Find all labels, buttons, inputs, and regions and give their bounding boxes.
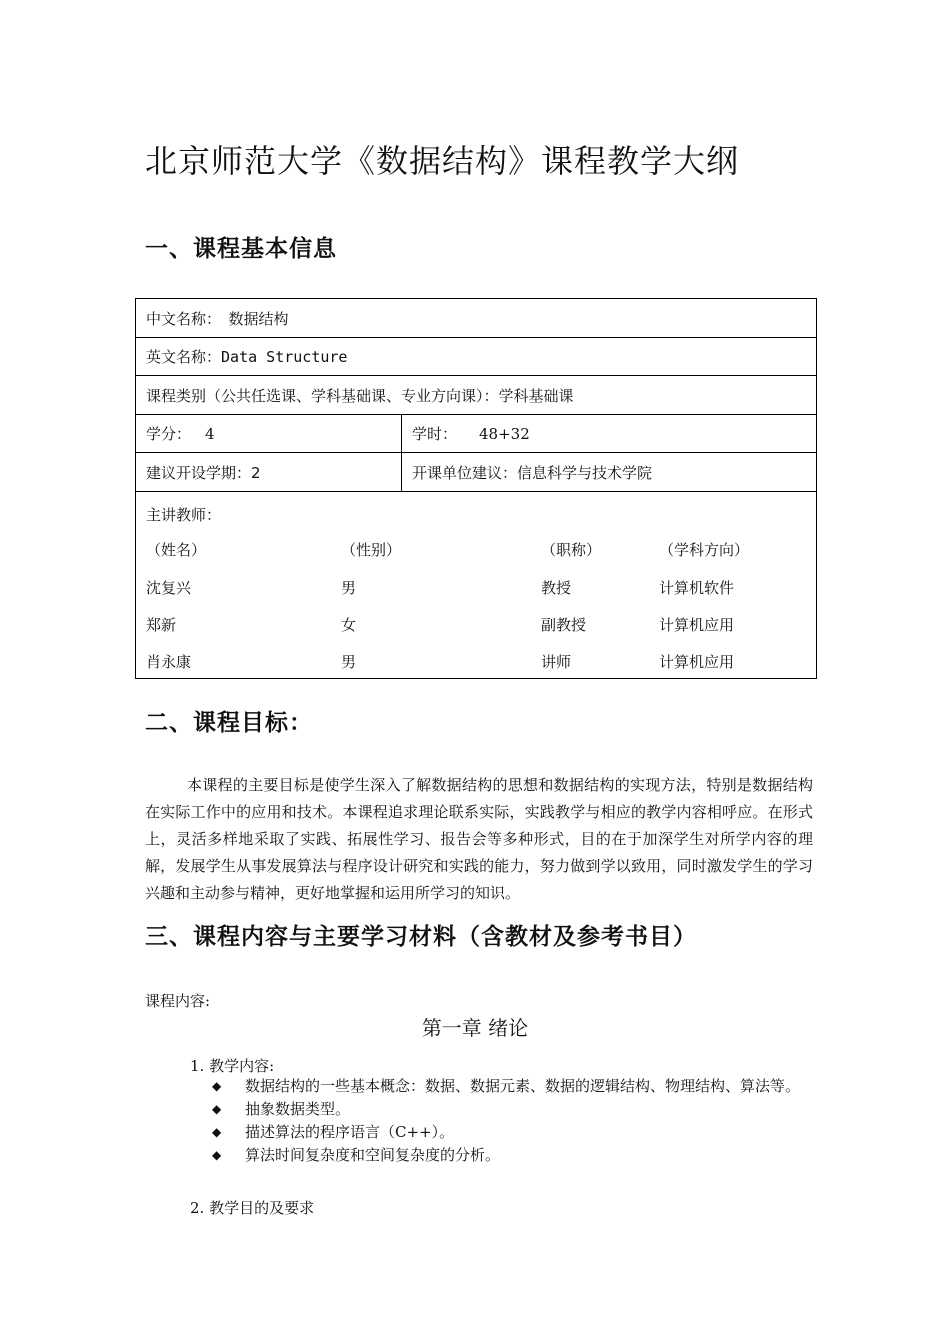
teacher-row — [136, 614, 816, 644]
bullet-diamond-icon: ◆ — [212, 1102, 222, 1116]
teachers-label: 主讲教师： — [146, 506, 222, 524]
header-gender: （性别） — [341, 541, 402, 559]
section-heading-basic-info: 一、课程基本信息 — [145, 236, 337, 262]
goals-paragraph: 本课程的主要目标是使学生深入了解数据结构的思想和数据结构的实现方法，特别是数据结构在实际工作中的应用和技术。本课程追求理论联系实际，实践教学与相应的教学内容相呼应。在形式上，灵活多样地采取了实践、拓展性学习、报告会等多种形式，目的在于加深学生对所学内容的理解，发展学生从事发展算法与程序设计研究和实践的能力，努力做到学以致用，同时激发学生的学习兴趣和主动参与精神，更好地掌握和运用所学习的知识。 — [145, 776, 813, 902]
semester-cell: 建议开设学期：2 — [146, 463, 261, 482]
bullet-diamond-icon: ◆ — [212, 1125, 222, 1139]
credits-label: 学分： — [146, 425, 192, 443]
hours-cell — [401, 415, 816, 452]
teacher-gender: 女 — [341, 616, 357, 634]
chapter-title: 第一章 绪论 — [421, 1016, 529, 1040]
chinese-name-cell: 中文名称： 数据结构 — [146, 309, 289, 328]
category-label: 课程类别 — [146, 386, 207, 405]
category-value: （公共任选课、学科基础课、专业方向课）：学科基础课 — [206, 386, 574, 405]
table-row — [136, 338, 816, 376]
teacher-title: 副教授 — [541, 616, 587, 634]
teacher-gender: 男 — [341, 653, 357, 671]
teacher-header-row — [136, 539, 816, 569]
teacher-row — [136, 577, 816, 607]
teacher-field: 计算机应用 — [659, 616, 735, 634]
bullet-text: 数据结构的一些基本概念：数据、数据元素、数据的逻辑结构、物理结构、算法等。 — [245, 1077, 801, 1095]
teacher-gender: 男 — [341, 579, 357, 597]
teacher-name: 沈复兴 — [146, 579, 192, 597]
teacher-field: 计算机软件 — [659, 579, 735, 597]
hours-label: 学时： — [412, 425, 458, 443]
teacher-row — [136, 651, 816, 681]
bullet-text: 算法时间复杂度和空间复杂度的分析。 — [245, 1146, 501, 1164]
credits-value: 4 — [205, 424, 215, 443]
list-item — [212, 1076, 812, 1097]
teacher-name: 郑新 — [146, 616, 177, 634]
department-cell: 开课单位建议：信息科学与技术学院 — [401, 453, 816, 491]
header-name: （姓名） — [146, 541, 207, 559]
table-row — [136, 376, 816, 415]
credits-cell — [136, 415, 401, 452]
english-name-cell — [136, 338, 347, 375]
category-cell — [136, 376, 574, 414]
list-item — [212, 1099, 812, 1120]
table-row — [136, 415, 816, 453]
section-heading-content: 三、课程内容与主要学习材料（含教材及参考书目） — [145, 924, 697, 950]
document-title: 北京师范大学《数据结构》课程教学大纲 — [145, 142, 740, 180]
section-heading-goals: 二、课程目标： — [145, 710, 313, 736]
bullet-text: 描述算法的程序语言（C++）。 — [245, 1123, 455, 1141]
content-label: 课程内容: — [145, 992, 211, 1010]
english-name-value: Data Structure — [221, 347, 348, 366]
bullet-list — [212, 1076, 812, 1168]
numbered-item: 2. 教学目的及要求 — [190, 1199, 315, 1217]
list-item — [212, 1122, 812, 1143]
course-info-table — [135, 298, 817, 679]
bullet-diamond-icon: ◆ — [212, 1079, 222, 1093]
teacher-title: 教授 — [541, 579, 572, 597]
teacher-name: 肖永康 — [146, 653, 192, 671]
list-item — [212, 1145, 812, 1166]
bullet-text: 抽象数据类型。 — [245, 1100, 351, 1118]
english-name-label: 英文名称： — [146, 348, 222, 366]
hours-value: 48+32 — [479, 424, 530, 443]
teachers-section — [136, 492, 816, 678]
bullet-diamond-icon: ◆ — [212, 1148, 222, 1162]
teacher-title: 讲师 — [541, 653, 572, 671]
header-field: （学科方向） — [659, 541, 750, 559]
numbered-item: 1. 教学内容: — [190, 1057, 275, 1075]
teacher-field: 计算机应用 — [659, 653, 735, 671]
table-row — [136, 299, 816, 338]
header-title: （职称） — [541, 541, 602, 559]
table-row — [136, 453, 816, 492]
